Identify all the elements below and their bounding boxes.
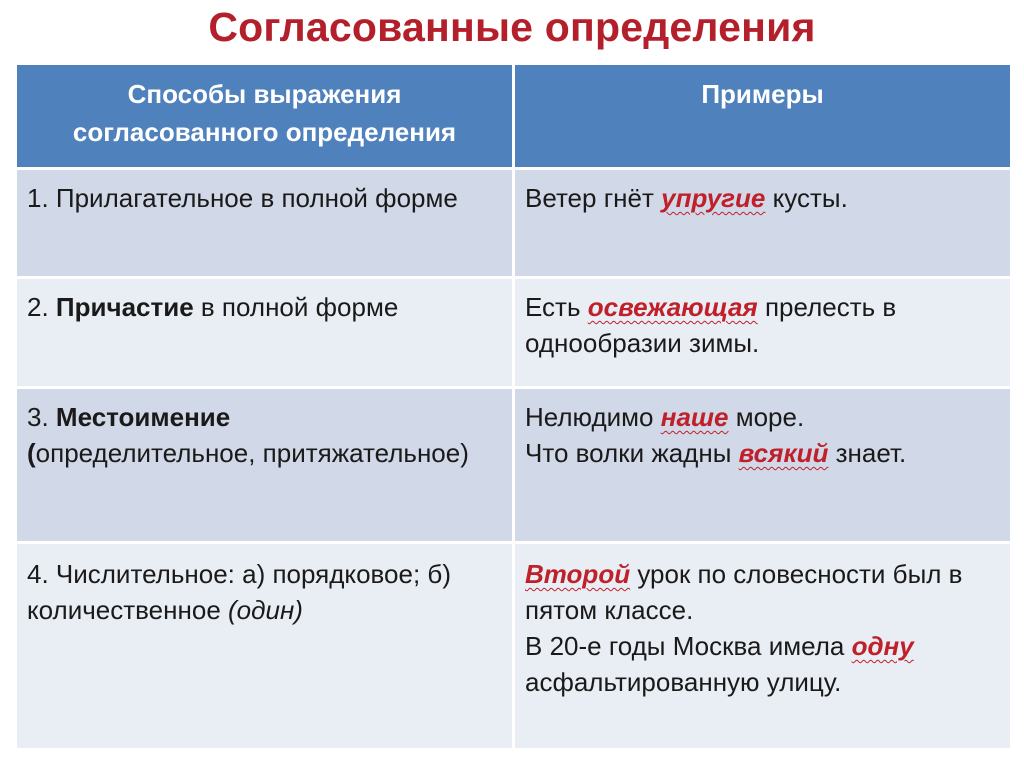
highlighted-word: освежающая	[587, 292, 758, 322]
method-bold-term: Причастие	[55, 292, 194, 322]
highlighted-word: Второй	[525, 559, 631, 589]
method-bold-term: Местоимение	[55, 402, 231, 432]
method-bold-paren: (	[27, 438, 36, 468]
example-text: знает.	[828, 438, 907, 468]
example-line	[525, 556, 1000, 628]
method-cell	[16, 278, 514, 388]
table-row	[16, 169, 1012, 278]
definitions-table	[14, 62, 1013, 751]
table-row	[16, 388, 1012, 543]
method-prefix: 2.	[27, 292, 56, 322]
example-text: прелесть в однообразии зимы.	[525, 292, 897, 358]
example-cell	[514, 169, 1012, 278]
table-header-row	[16, 64, 1012, 169]
method-cell	[16, 169, 514, 278]
header-methods-line1: Способы выражения	[127, 79, 402, 109]
example-text: Есть	[525, 292, 588, 322]
example-text: Что волки жадны	[525, 438, 739, 468]
method-suffix: в полной форме	[193, 292, 399, 322]
highlighted-word: наше	[660, 402, 729, 432]
example-line	[525, 628, 1000, 700]
example-text: Нелюдимо	[525, 402, 661, 432]
highlighted-word: одну	[851, 631, 914, 661]
table-row	[16, 543, 1012, 750]
example-text: море.	[728, 402, 805, 432]
method-text: 4. Числительное: а) порядковое; б) количественное	[27, 559, 451, 625]
method-text: 1. Прилагательное в полной форме	[27, 183, 458, 213]
method-suffix: определительное, притяжательное)	[35, 438, 469, 468]
example-text: Ветер гнёт	[525, 183, 662, 213]
header-methods-line2: согласованного определения	[72, 117, 457, 147]
highlighted-word: упругие	[661, 183, 766, 213]
example-text: урок по словесности был в пятом классе.	[525, 559, 963, 625]
example-cell	[514, 278, 1012, 388]
example-text: В 20-е годы Москва имела	[525, 631, 852, 661]
example-text: кусты.	[765, 183, 848, 213]
method-italic-example: (один)	[228, 595, 303, 625]
example-line	[525, 399, 1000, 435]
example-line	[525, 435, 1000, 471]
example-text: асфальтированную улицу.	[525, 667, 842, 697]
method-prefix: 3.	[27, 402, 56, 432]
example-cell	[514, 388, 1012, 543]
header-examples: Примеры	[514, 64, 1012, 169]
method-cell	[16, 388, 514, 543]
table-row	[16, 278, 1012, 388]
method-cell	[16, 543, 514, 750]
example-cell	[514, 543, 1012, 750]
header-methods	[16, 64, 514, 169]
highlighted-word: всякий	[738, 438, 829, 468]
page-title: Согласованные определения	[208, 4, 816, 50]
